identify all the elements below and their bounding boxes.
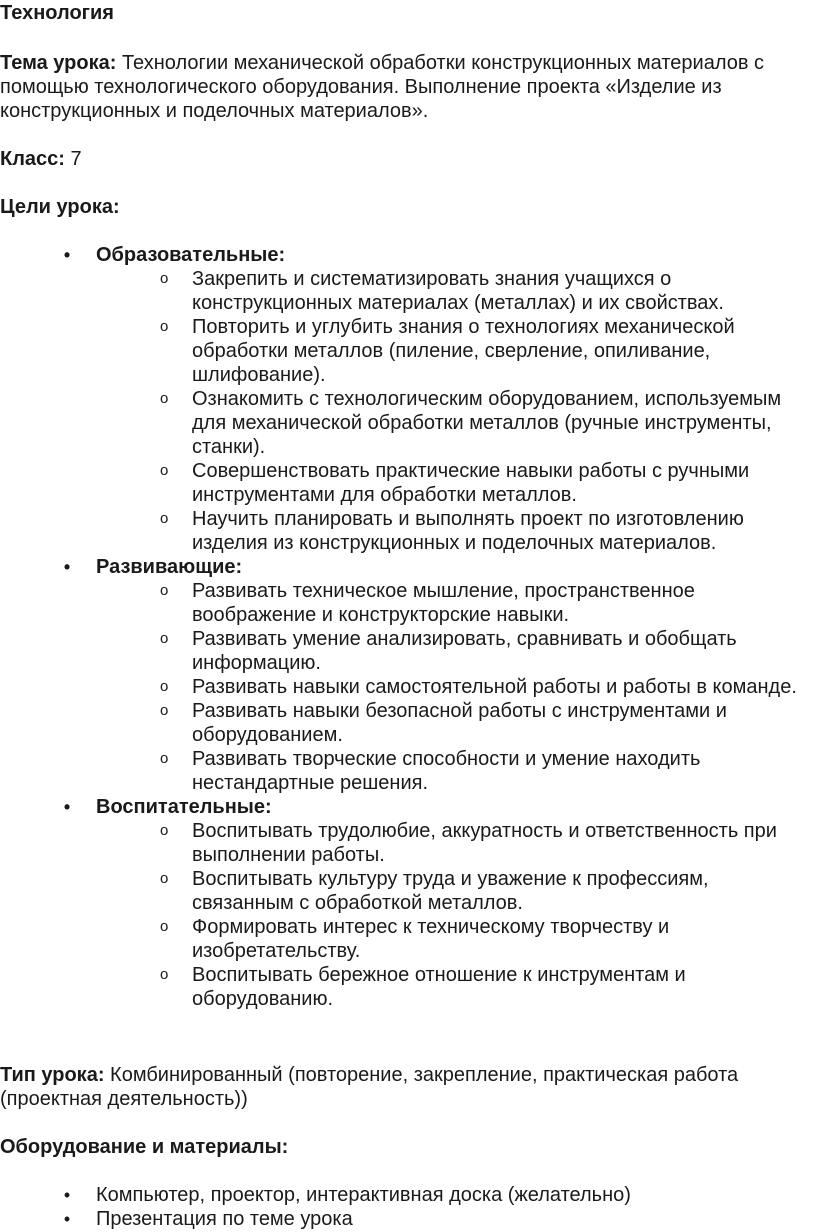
goal-item-text: Развивать навыки безопасной работы с инструментами и оборудованием. <box>192 700 727 746</box>
goal-item <box>0 699 816 747</box>
subject-title: Технология <box>0 2 114 24</box>
topic-text: Технологии механической обработки конструкционных материалов с помощью технологического оборудования. Выполнение проекта «Изделие из конструкционных и поделочных материалов». <box>0 52 765 122</box>
goal-group <box>0 555 816 795</box>
equipment-heading: Оборудование и материалы: <box>0 1136 289 1158</box>
equipment-item <box>0 1183 816 1207</box>
lesson-type-text: Комбинированный (повторение, закрепление, практическая работа (проектная деятельность)) <box>0 1064 739 1110</box>
topic-paragraph <box>0 51 814 123</box>
goal-item <box>0 675 816 699</box>
goal-item <box>0 507 816 555</box>
bullet-icon: • <box>63 557 71 577</box>
goals-list <box>0 243 816 1011</box>
goal-item-text: Воспитывать трудолюбие, аккуратность и ответственность при выполнении работы. <box>192 820 777 866</box>
goal-item-text: Повторить и углубить знания о технологиях механической обработки металлов (пиление, сверление, опиливание, шлифование). <box>192 316 735 386</box>
bullet-icon: • <box>63 245 71 265</box>
goal-sub-list <box>0 819 816 1011</box>
circle-bullet-icon: o <box>160 822 169 839</box>
goal-item-text: Воспитывать культуру труда и уважение к профессиям, связанным с обработкой металлов. <box>192 868 709 914</box>
goals-heading: Цели урока: <box>0 196 120 218</box>
goal-item <box>0 459 816 507</box>
goal-group <box>0 243 816 555</box>
lesson-type-label: Тип урока: <box>0 1064 105 1086</box>
goal-item-text: Развивать навыки самостоятельной работы и работы в команде. <box>192 676 797 698</box>
goal-group <box>0 795 816 1011</box>
circle-bullet-icon: o <box>160 510 169 527</box>
lesson-type-paragraph <box>0 1063 800 1111</box>
goal-item-text: Воспитывать бережное отношение к инструментам и оборудованию. <box>192 964 686 1010</box>
goal-group-title-text: Развивающие: <box>96 556 243 578</box>
goal-item-text: Совершенствовать практические навыки работы с ручными инструментами для обработки металлов. <box>192 460 750 506</box>
circle-bullet-icon: o <box>160 702 169 719</box>
circle-bullet-icon: o <box>160 870 169 887</box>
class-paragraph <box>0 147 82 171</box>
goal-item <box>0 267 816 315</box>
bullet-icon: • <box>63 797 71 817</box>
goal-item <box>0 819 816 867</box>
circle-bullet-icon: o <box>160 390 169 407</box>
topic-label: Тема урока: <box>0 52 117 74</box>
class-value: 7 <box>70 148 82 170</box>
goal-item <box>0 315 816 387</box>
circle-bullet-icon: o <box>160 318 169 335</box>
goal-group-title <box>0 795 816 819</box>
circle-bullet-icon: o <box>160 630 169 647</box>
goal-item <box>0 627 816 675</box>
goal-item-text: Развивать техническое мышление, пространственное воображение и конструкторские навыки. <box>192 580 695 626</box>
goal-item-text: Научить планировать и выполнять проект по изготовлению изделия из конструкционных и поделочных материалов. <box>192 508 744 554</box>
goal-item <box>0 915 816 963</box>
circle-bullet-icon: o <box>160 582 169 599</box>
equipment-item <box>0 1207 816 1231</box>
goal-item <box>0 867 816 915</box>
goal-sub-list <box>0 267 816 555</box>
equipment-item-text: Презентация по теме урока <box>96 1208 353 1230</box>
goal-item-text: Формировать интерес к техническому творчеству и изобретательству. <box>192 916 670 962</box>
equipment-item-text: Компьютер, проектор, интерактивная доска (желательно) <box>96 1184 631 1206</box>
goal-group-title-text: Образовательные: <box>96 244 286 266</box>
circle-bullet-icon: o <box>160 462 169 479</box>
goal-item-text: Развивать умение анализировать, сравнивать и обобщать информацию. <box>192 628 737 674</box>
class-label: Класс: <box>0 148 65 170</box>
circle-bullet-icon: o <box>160 918 169 935</box>
equipment-list <box>0 1183 816 1231</box>
goal-item-text: Закрепить и систематизировать знания учащихся о конструкционных материалах (металлах) и их свойствах. <box>192 268 724 314</box>
circle-bullet-icon: o <box>160 270 169 287</box>
circle-bullet-icon: o <box>160 966 169 983</box>
goal-sub-list <box>0 579 816 795</box>
goal-item-text: Развивать творческие способности и умение находить нестандартные решения. <box>192 748 701 794</box>
goal-group-title-text: Воспитательные: <box>96 796 272 818</box>
bullet-icon: • <box>63 1185 71 1205</box>
circle-bullet-icon: o <box>160 750 169 767</box>
goal-item <box>0 963 816 1011</box>
circle-bullet-icon: o <box>160 678 169 695</box>
goal-item <box>0 579 816 627</box>
goal-group-title <box>0 555 816 579</box>
goal-group-title <box>0 243 816 267</box>
goal-item <box>0 747 816 795</box>
goal-item-text: Ознакомить с технологическим оборудованием, используемым для механической обработки металлов (ручные инструменты, станки). <box>192 388 782 458</box>
bullet-icon: • <box>63 1209 71 1229</box>
goal-item <box>0 387 816 459</box>
